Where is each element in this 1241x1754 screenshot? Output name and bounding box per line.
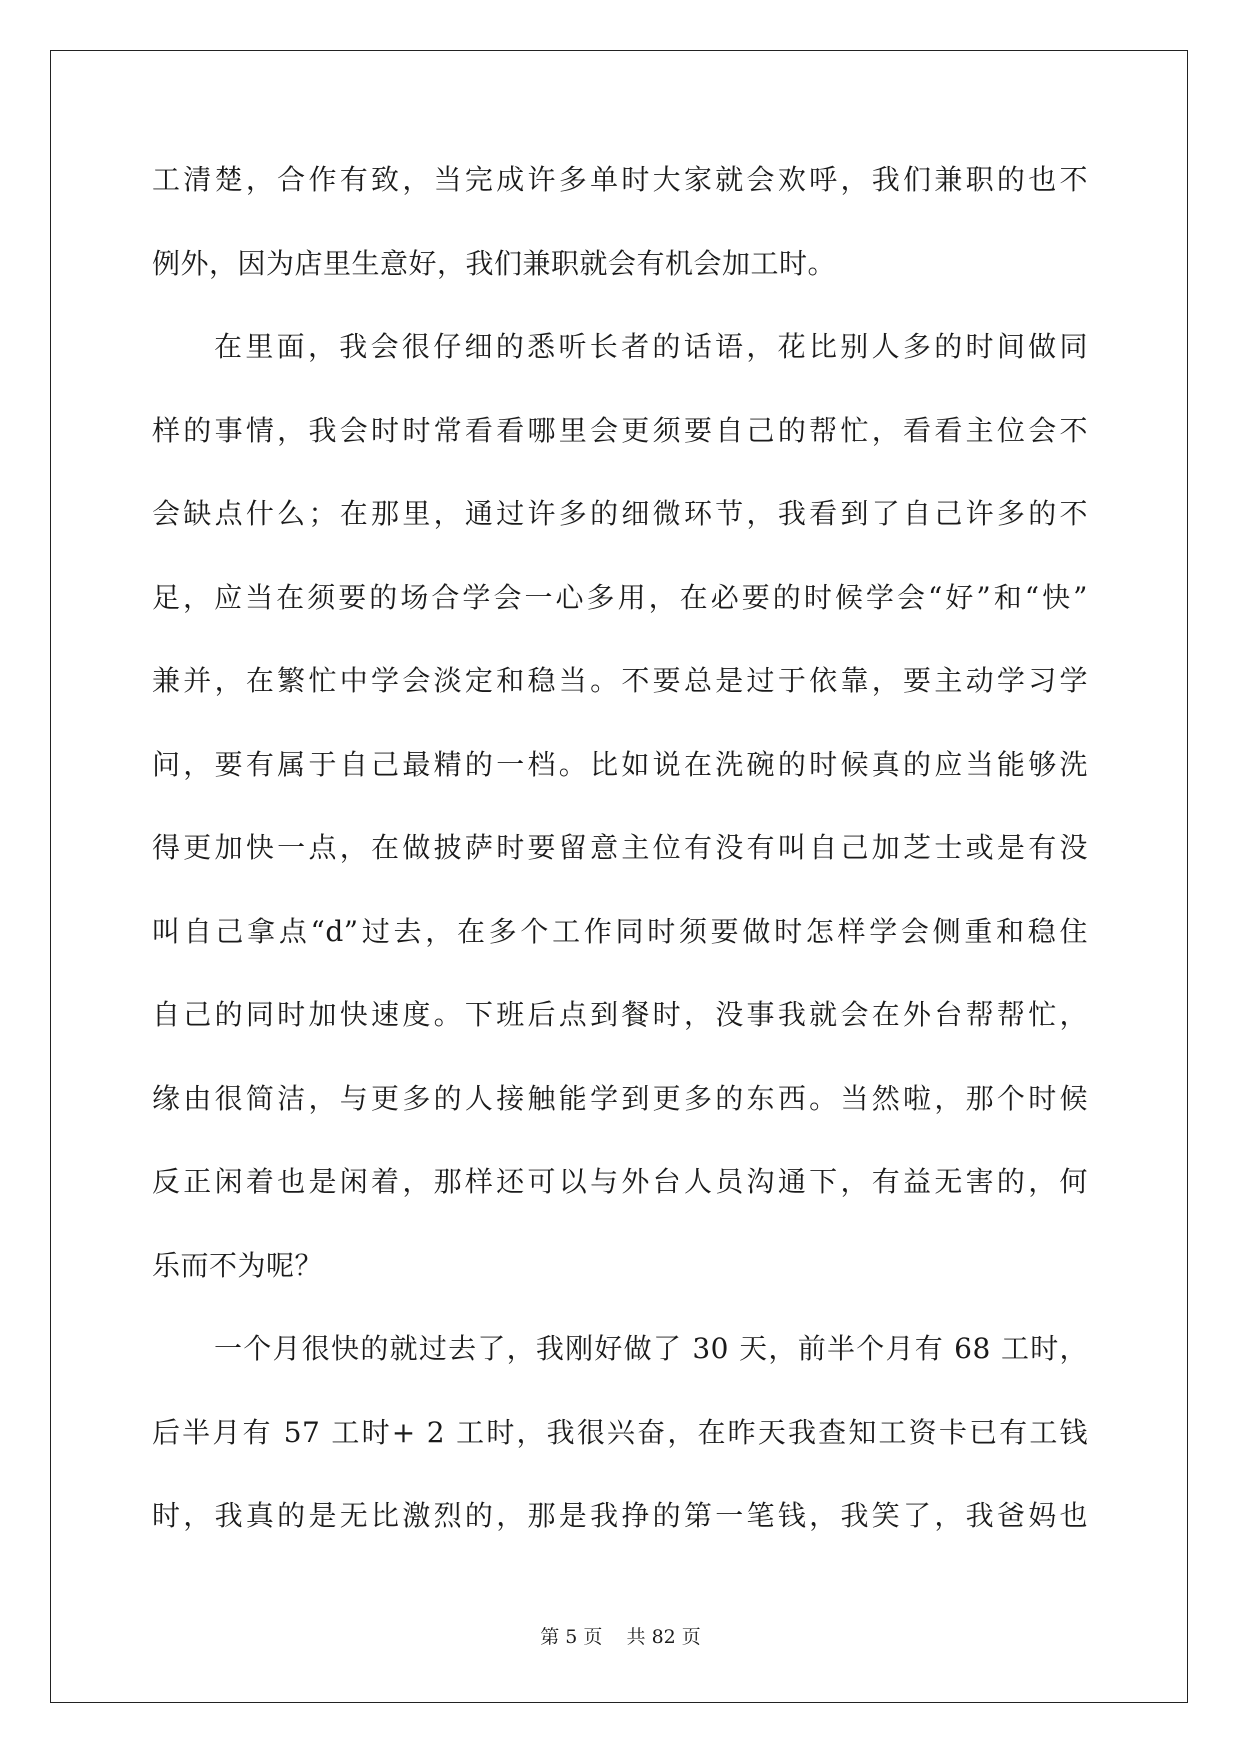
text-line: 缘由很简洁，与更多的人接触能学到更多的东西。当然啦，那个时候 (152, 1081, 1088, 1115)
text-line: 时，我真的是无比激烈的，那是我挣的第一笔钱，我笑了，我爸妈也 (152, 1499, 1088, 1532)
text-line: 得更加快一点，在做披萨时要留意主位有没有叫自己加芝士或是有没 (152, 831, 1088, 864)
text-line: 足，应当在须要的场合学会一心多用，在必要的时候学会“好”和“快” (152, 580, 1088, 614)
text-line: 工清楚，合作有致，当完成许多单时大家就会欢呼，我们兼职的也不 (152, 163, 1088, 196)
text-line: 样的事情，我会时时常看看哪里会更须要自己的帮忙，看看主位会不 (152, 413, 1088, 447)
text-line: 问，要有属于自己最精的一档。比如说在洗碗的时候真的应当能够洗 (152, 747, 1088, 781)
text-line: 例外，因为店里生意好，我们兼职就会有机会加工时。 (152, 246, 837, 280)
text-line: 会缺点什么；在那里，通过许多的细微环节，我看到了自己许多的不 (152, 497, 1088, 530)
text-line: 一个月很快的就过去了，我刚好做了 30 天，前半个月有 68 工时， (214, 1332, 1088, 1365)
text-line: 自己的同时加快速度。下班后点到餐时，没事我就会在外台帮帮忙， (152, 998, 1088, 1031)
text-line: 兼并，在繁忙中学会淡定和稳当。不要总是过于依靠，要主动学习学 (152, 664, 1088, 697)
text-line: 在里面，我会很仔细的悉听长者的话语，花比别人多的时间做同 (214, 330, 1088, 363)
text-line: 后半月有 57 工时+ 2 工时，我很兴奋，在昨天我查知工资卡已有工钱 (152, 1415, 1088, 1449)
document-body (152, 162, 1088, 1582)
text-line: 叫自己拿点“d”过去，在多个工作同时须要做时怎样学会侧重和稳住 (152, 914, 1088, 948)
text-line: 反正闲着也是闲着，那样还可以与外台人员沟通下，有益无害的，何 (152, 1165, 1088, 1198)
page-footer: 第 5 页 共 82 页 (540, 1626, 701, 1648)
text-line: 乐而不为呢？ (152, 1248, 324, 1282)
